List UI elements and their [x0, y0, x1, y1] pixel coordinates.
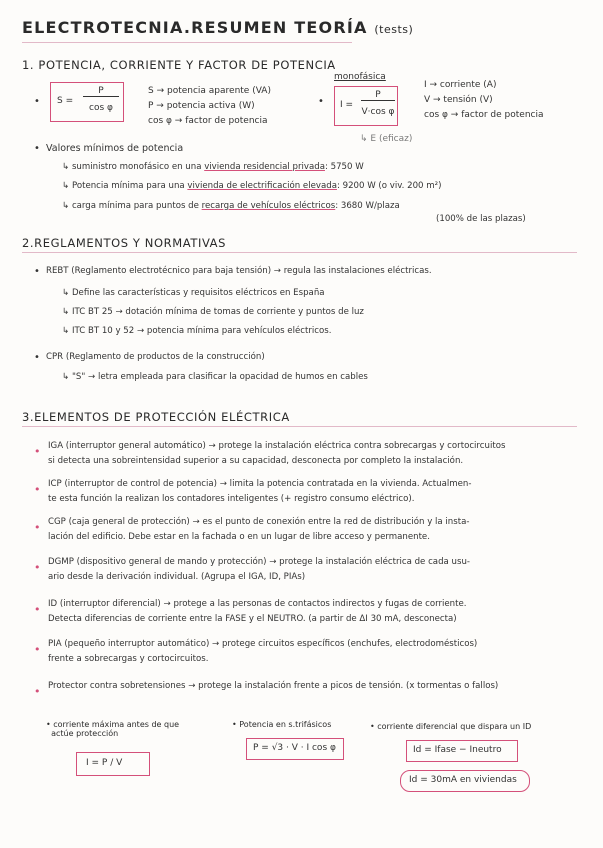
- rebt-sub-2: ↳ ITC BT 25 → dotación mínima de tomas de corriente y puntos de luz: [62, 307, 364, 317]
- formula-i-numerator: P: [361, 90, 395, 101]
- bottom-col-2-label: • Potencia en s.trifásicos: [232, 720, 332, 729]
- item-line: ID (interruptor diferencial) → protege a las personas de contactos indirectos y fugas de corriente.: [48, 599, 467, 609]
- section-1-heading: 1. POTENCIA, CORRIENTE Y FACTOR DE POTENCIA: [22, 58, 336, 72]
- item-line: lación del edificio. Debe estar en la fachada o en un lugar de libre acceso y permanente.: [48, 532, 430, 542]
- legend-cos-2: cos φ → factor de potencia: [424, 110, 544, 120]
- item-line: Detecta diferencias de corriente entre la FASE y el NEUTRO. (a partir de ΔI 30 mA, desconecta): [48, 614, 457, 624]
- formula-id-30: Id = 30mA en viviendas: [409, 775, 517, 785]
- bullet-icon: •: [34, 445, 41, 458]
- bullet-icon: •: [34, 561, 41, 574]
- cpr-text: CPR (Reglamento de productos de la construcción): [46, 352, 265, 362]
- formula-i-pv-box: [76, 752, 150, 776]
- item-id: [34, 598, 467, 624]
- item-dgmp: [34, 556, 470, 582]
- item-line: CGP (caja general de protección) → es el punto de conexión entre la red de distribución y la insta-: [48, 517, 470, 527]
- bullet-icon: •: [34, 483, 41, 496]
- rebt-text: REBT (Reglamento electrotécnico para baja tensión) → regula las instalaciones eléctricas.: [46, 266, 432, 276]
- rebt-sub-1: ↳ Define las características y requisitos eléctricos en España: [62, 288, 325, 298]
- item-icp: [34, 478, 472, 504]
- bottom-col-1-label: • corriente máxima antes de que actúe protección: [46, 720, 180, 738]
- formula-id-30-box: [400, 770, 530, 792]
- item-protector: [34, 680, 499, 699]
- bullet-icon: •: [318, 96, 324, 107]
- formula-s-lhs: S =: [57, 96, 74, 106]
- bullet-icon: •: [34, 143, 40, 154]
- formula-i-pv: I = P / V: [86, 758, 123, 768]
- formula-p-tri: P = √3 · V · I cos φ: [253, 743, 336, 753]
- formula-i-box: [334, 86, 398, 126]
- legend-p: P → potencia activa (W): [148, 101, 255, 111]
- formula-id-box: [406, 740, 518, 762]
- bullet-icon: •: [34, 96, 40, 107]
- item-line: ario desde la derivación individual. (Agrupa el IGA, ID, PIAs): [48, 572, 306, 582]
- formula-p-tri-box: [246, 738, 344, 760]
- item-line: si detecta una sobreintensidad superior a su capacidad, desconecta por completo la instalación.: [48, 456, 464, 466]
- formula-id: Id = Ifase − Ineutro: [413, 745, 502, 755]
- cpr-sub: ↳ "S" → letra empleada para clasificar la opacidad de humos en cables: [62, 372, 368, 382]
- bullet-icon: •: [34, 603, 41, 616]
- page-title: ELECTROTECNIA.RESUMEN TEORÍA (tests): [22, 18, 414, 37]
- formula-s-box: [50, 82, 124, 122]
- formula-i-denominator: V·cos φ: [361, 107, 395, 117]
- bullet-icon: •: [34, 643, 41, 656]
- rebt-sub-3: ↳ ITC BT 10 y 52 → potencia mínima para vehículos eléctricos.: [62, 326, 332, 336]
- bullet-icon: •: [34, 521, 41, 534]
- item-line: Protector contra sobretensiones → protege la instalación frente a picos de tensión. (x tormentas o fallos): [48, 681, 499, 691]
- item-pia: [34, 638, 478, 664]
- bullet-icon: •: [34, 685, 41, 698]
- eficaz-note: ↳ E (eficaz): [360, 134, 413, 144]
- item-line: frente a sobrecargas y cortocircuitos.: [48, 654, 209, 664]
- valores-title: Valores mínimos de potencia: [46, 143, 184, 154]
- bottom-col-3-label: • corriente diferencial que dispara un ID: [370, 722, 532, 731]
- item-cgp: [34, 516, 470, 542]
- formula-s-denominator: cos φ: [89, 103, 113, 113]
- formula-s-numerator: P: [83, 86, 119, 97]
- item-line: te esta función la realizan los contadores inteligentes (+ registro consumo eléctrico).: [48, 494, 415, 504]
- bullet-icon: •: [34, 352, 40, 363]
- legend-i: I → corriente (A): [424, 80, 497, 90]
- legend-cos: cos φ → factor de potencia: [148, 116, 268, 126]
- legend-s: S → potencia aparente (VA): [148, 86, 271, 96]
- title-underline: [22, 42, 352, 43]
- item-line: ICP (interruptor de control de potencia) → limita la potencia contratada en la vivienda. Actualmen-: [48, 479, 472, 489]
- formula-i-lhs: I =: [340, 100, 354, 110]
- bullet-icon: •: [34, 266, 40, 277]
- item-line: PIA (pequeño interruptor automático) → protege circuitos específicos (enchufes, electrodomésticos): [48, 639, 478, 649]
- item-iga: [34, 440, 506, 466]
- legend-v: V → tensión (V): [424, 95, 493, 105]
- section-3-heading: 3.ELEMENTOS DE PROTECCIÓN ELÉCTRICA: [22, 410, 290, 424]
- valor-row-3: ↳ carga mínima para puntos de recarga de vehículos eléctricos: 3680 W/plaza: [62, 201, 400, 211]
- monofasica-label: monofásica: [334, 72, 386, 82]
- section-2-underline: [22, 252, 577, 253]
- valor-row-1: ↳ suministro monofásico en una vivienda residencial privada: 5750 W: [62, 162, 364, 172]
- valor-row-3-extra: (100% de las plazas): [436, 214, 526, 224]
- section-3-underline: [22, 426, 577, 427]
- item-line: IGA (interruptor general automático) → protege la instalación eléctrica contra sobrecargas y cortocircuitos: [48, 441, 506, 451]
- item-line: DGMP (dispositivo general de mando y protección) → protege la instalación eléctrica de cada usu-: [48, 557, 470, 567]
- section-2-heading: 2.REGLAMENTOS Y NORMATIVAS: [22, 236, 227, 250]
- valor-row-2: ↳ Potencia mínima para una vivienda de electrificación elevada: 9200 W (o viv. 200 m²): [62, 181, 442, 191]
